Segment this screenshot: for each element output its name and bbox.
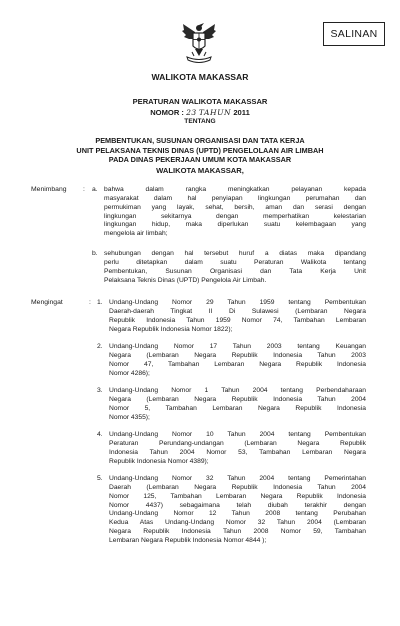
mengingat-colon: : bbox=[89, 299, 91, 306]
tahun-label: TAHUN bbox=[198, 108, 232, 117]
authority-line: WALIKOTA MAKASSAR, bbox=[156, 166, 244, 175]
tentang-label: TENTANG bbox=[184, 118, 216, 125]
text-line: Undang-Undang Nomor 1 Tahun 2004 tentang Perbendaharaan bbox=[109, 387, 366, 394]
salinan-stamp: SALINAN bbox=[323, 22, 385, 46]
mengingat-marker-4: 4. bbox=[97, 431, 103, 438]
text-line: Daerah-daerah Tingkat II Di Sulawesi (Lembaran Negara bbox=[109, 307, 366, 315]
nomor-value: 23 bbox=[186, 108, 197, 117]
text-line: Undang-Undang Nomor 12 Tahun 2008 tentang Perubahan bbox=[109, 510, 366, 518]
text-line: Nomor 4437) sebagaimana telah diubah terakhir dengan bbox=[109, 501, 366, 509]
text-line: Negara Republik Indonesia Tahun 2008 Nomor 59, Tambahan bbox=[109, 528, 366, 536]
text-line: Republik Indonesia Nomor 4389); bbox=[109, 457, 209, 465]
text-line: Undang-Undang Nomor 29 Tahun 1959 tentang Pembentukan bbox=[109, 299, 366, 306]
text-line: Nomor 4355); bbox=[109, 413, 150, 421]
mengingat-item-5 bbox=[109, 475, 366, 546]
mengingat-marker-5: 5. bbox=[97, 475, 103, 482]
mengingat-item-1 bbox=[109, 299, 366, 334]
mengingat-label: Mengingat bbox=[31, 299, 63, 306]
subject-line: UNIT PELAKSANA TEKNIS DINAS (UPTD) PENGELOLAAN AIR LIMBAH bbox=[76, 145, 324, 155]
mengingat-item-4 bbox=[109, 431, 366, 466]
text-line: Nomor 5, Tambahan Lembaran Negara Republik Indonesia bbox=[109, 404, 366, 412]
mengingat-item-2 bbox=[109, 343, 366, 378]
subject-line: PADA DINAS PEKERJAAN UMUM KOTA MAKASSAR bbox=[108, 155, 292, 165]
text-line: Pelaksana Teknis Dinas (UPTD) Pengelola Air Limbah. bbox=[104, 276, 267, 284]
text-line: Nomor 47, Tambahan Lembaran Negara Republik Indonesia bbox=[109, 360, 366, 368]
text-line: lingkungan hidup, maka diperlukan suatu kelembagaan yang bbox=[104, 221, 366, 229]
text-line: perlu ditetapkan dalam suatu Peraturan Walikota tentang bbox=[104, 258, 366, 266]
menimbang-item-b bbox=[104, 250, 366, 285]
text-line: bahwa dalam rangka meningkatkan pelayanan kepada bbox=[104, 186, 366, 193]
text-line: Daerah (Lembaran Negara Republik Indonesia Tahun 2004 bbox=[109, 483, 366, 491]
text-line: Negara (Lembaran Negara Republik Indonesia Tahun 2003 bbox=[109, 351, 366, 359]
menimbang-marker-a: a. bbox=[92, 186, 98, 193]
text-line: permukiman yang layak, sehat, bersih, aman dan serasi dengan bbox=[104, 203, 366, 211]
mengingat-marker-3: 3. bbox=[97, 387, 103, 394]
text-line: Negara (Lembaran Negara Republik Indonesia Tahun 2004 bbox=[109, 395, 366, 403]
menimbang-colon: : bbox=[83, 186, 85, 193]
menimbang-marker-b: b. bbox=[92, 250, 98, 257]
subject-line: PEMBENTUKAN, SUSUNAN ORGANISASI DAN TATA KERJA bbox=[95, 136, 305, 145]
document-heading: WALIKOTA MAKASSAR bbox=[151, 72, 249, 82]
text-line: lingkungan sekitarnya dengan memperhatikan kelestarian bbox=[104, 212, 366, 220]
text-line: Lembaran Negara Republik Indonesia Nomor 4844 ); bbox=[109, 536, 267, 544]
garuda-emblem-icon bbox=[181, 22, 217, 64]
text-line: Nomor 125, Tambahan Lembaran Negara Republik Indonesia bbox=[109, 492, 366, 500]
text-line: Peraturan Perundang-undangan (Lembaran Negara Republik bbox=[109, 439, 366, 447]
nomor-label: NOMOR : bbox=[150, 108, 184, 117]
menimbang-label: Menimbang bbox=[31, 186, 67, 193]
text-line: Undang-Undang Nomor 17 Tahun 2003 tentang Keuangan bbox=[109, 343, 366, 350]
mengingat-marker-2: 2. bbox=[97, 343, 103, 350]
text-line: Indonesia Tahun 2004 Nomor 53, Tambahan Lembaran Negara bbox=[109, 448, 366, 456]
text-line: Undang-Undang Nomor 32 Tahun 2004 tentang Pemerintahan bbox=[109, 475, 366, 482]
text-line: Undang-Undang Nomor 10 Tahun 2004 tentang Pembentukan bbox=[109, 431, 366, 438]
text-line: Negara Republik Indonesia Nomor 1822); bbox=[109, 325, 233, 333]
text-line: mengelola air limbah; bbox=[104, 230, 168, 238]
text-line: Pembentukan, Susunan Organisasi dan Tata Kerja Unit bbox=[104, 267, 366, 275]
regulation-title: PERATURAN WALIKOTA MAKASSAR bbox=[132, 97, 268, 106]
mengingat-marker-1: 1. bbox=[97, 299, 103, 306]
regulation-year: 2011 bbox=[233, 108, 250, 117]
regulation-subject bbox=[0, 136, 400, 165]
regulation-number-line bbox=[0, 108, 400, 117]
text-line: Nomor 4286); bbox=[109, 369, 150, 377]
text-line: masyarakat dalam hal penyiapan lingkungan perumahan dan bbox=[104, 194, 366, 202]
text-line: Kedua Atas Undang-Undang Nomor 32 Tahun 2004 (Lembaran bbox=[109, 519, 366, 527]
text-line: Republik Indonesia Tahun 1959 Nomor 74, Tambahan Lembaran bbox=[109, 316, 366, 324]
menimbang-item-a bbox=[104, 186, 366, 239]
mengingat-item-3 bbox=[109, 387, 366, 422]
text-line: sehubungan dengan hal tersebut huruf a diatas maka dipandang bbox=[104, 250, 366, 257]
